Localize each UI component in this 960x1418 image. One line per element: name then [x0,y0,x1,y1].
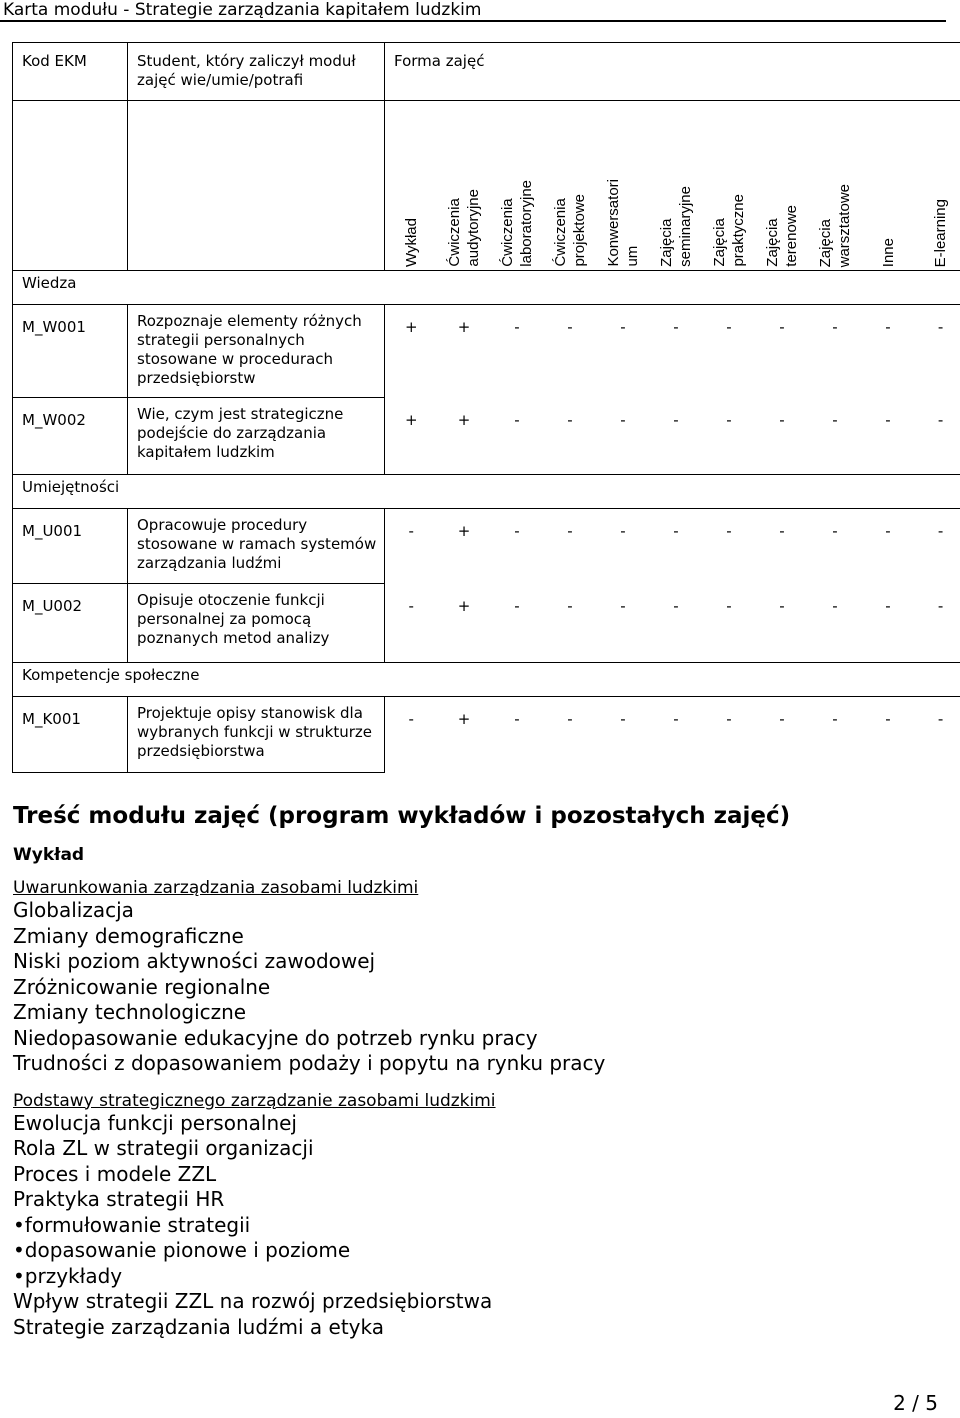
topic-item: Rola ZL w strategii organizacji [13,1136,314,1160]
form-mark: + [457,410,471,429]
topic-item: Zróżnicowanie regionalne [13,974,271,999]
form-mark: - [937,410,944,429]
form-mark: + [404,318,418,336]
form-mark: - [567,318,573,336]
header-kod-ekm: Kod EKM [13,43,128,101]
form-header [544,101,597,271]
form-header [650,101,703,271]
form-mark: + [457,596,471,615]
form-mark: - [832,596,838,615]
content-subheading: Wykład [13,845,85,865]
form-mark: - [726,318,732,336]
topic-item: •formułowanie strategii [13,1212,251,1237]
form-header-label: Zajęcia praktyczne [711,194,747,267]
form-mark: + [457,710,471,728]
form-mark: - [567,596,573,615]
page-number: 2 / 5 [893,1391,938,1415]
topic-item: Trudności z dopasowaniem podaży i popytu na rynku pracy [13,1051,606,1075]
form-header-label: Zajęcia seminaryjne [658,186,694,267]
form-mark: - [885,410,891,429]
form-header-label: E-learning [932,198,950,267]
form-mark: - [726,596,732,615]
title-divider [0,20,946,22]
form-mark: - [885,522,891,540]
form-mark: - [937,522,944,540]
form-mark: - [620,710,626,728]
header-spacer [13,101,128,271]
table-row [13,584,960,663]
ekm-description: Projektuje opisy stanowisk dla wybranych funkcji w strukturze przedsiębiorstwa [128,697,385,773]
table-row [13,305,960,398]
form-header [438,101,491,271]
form-mark: - [514,710,520,728]
form-mark: - [832,522,838,540]
ekm-code: M_W001 [13,305,128,398]
form-mark: + [457,522,471,540]
topic-item: •przykłady [13,1263,123,1288]
form-mark: - [408,522,414,540]
topic-item: Strategie zarządzania ludźmi a etyka [13,1314,385,1339]
form-mark: - [620,410,626,429]
section-label: Kompetencje społeczne [13,663,960,697]
form-mark: - [620,522,626,540]
section-label: Umiejętności [13,475,960,509]
form-mark: - [673,596,679,615]
form-mark: - [779,318,785,336]
document-title: Karta modułu - Strategie zarządzania kapitałem ludzkim [3,0,482,20]
topic-item: Ewolucja funkcji personalnej [13,1110,297,1135]
form-mark: - [832,410,838,429]
form-mark: - [514,410,520,429]
form-mark: - [726,522,732,540]
form-header-label: Ćwiczenia projektowe [552,194,588,267]
ekm-description: Wie, czym jest strategiczne podejście do zarządzania kapitałem ludzkim [128,398,385,475]
topic-title: Podstawy strategicznego zarządzanie zasobami ludzkimi [13,1090,496,1111]
ekm-table [12,42,960,773]
content-heading: Treść modułu zajęć (program wykładów i pozostałych zajęć) [13,803,791,829]
form-header-label: Konwersatori um [605,179,641,267]
form-mark: - [779,596,785,615]
form-mark: - [567,410,573,429]
form-header-label: Ćwiczenia laboratoryjne [499,180,535,267]
form-mark: - [620,596,626,615]
form-mark: - [832,710,838,728]
form-header-label: Ćwiczenia audytoryjne [446,189,482,267]
form-mark: - [673,318,679,336]
table-row [13,509,960,584]
form-mark: - [673,522,679,540]
ekm-description: Opisuje otoczenie funkcji personalnej za pomocą poznanych metod analizy [128,584,385,663]
topic-item: •dopasowanie pionowe i poziome [13,1238,351,1262]
ekm-description: Opracowuje procedury stosowane w ramach systemów zarządzania ludźmi [128,509,385,584]
ekm-code: M_W002 [13,398,128,475]
table-row [13,697,960,773]
topic-item: Praktyka strategii HR [13,1187,225,1211]
form-header [809,101,862,271]
form-header-label: Zajęcia terenowe [764,205,800,267]
form-mark: - [937,710,944,728]
topic-item: Globalizacja [13,898,134,922]
form-mark: + [404,410,418,429]
header-student: Student, który zaliczył moduł zajęć wie/umie/potrafi [128,43,385,101]
topic-item: Niski poziom aktywności zawodowej [13,949,376,973]
form-mark: - [673,710,679,728]
form-mark: - [885,710,891,728]
form-mark: - [885,318,891,336]
topic-item: Zmiany demograficzne [13,923,244,948]
form-mark: - [514,318,520,336]
form-mark: - [937,596,944,615]
table-row [13,398,960,475]
form-header [915,101,960,271]
form-mark: - [779,410,785,429]
form-mark: - [514,596,520,615]
form-mark: - [726,710,732,728]
topic-item: Zmiany technologiczne [13,1000,247,1024]
header-spacer [128,101,385,271]
form-mark: - [779,522,785,540]
form-header [862,101,915,271]
form-mark: - [726,410,732,429]
form-mark: - [567,522,573,540]
ekm-code: M_U001 [13,509,128,584]
form-header [703,101,756,271]
form-mark: - [885,596,891,615]
topic-item: Niedopasowanie edukacyjne do potrzeb rynku pracy [13,1025,538,1050]
form-header [385,101,438,271]
form-mark: - [779,710,785,728]
form-mark: + [457,318,471,336]
ekm-description: Rozpoznaje elementy różnych strategii personalnych stosowane w procedurach przedsiębiorstw [128,305,385,398]
form-mark: - [673,410,679,429]
form-mark: - [408,710,414,728]
ekm-code: M_K001 [13,697,128,773]
section-label: Wiedza [13,271,960,305]
form-header-label: Inne [879,237,897,267]
form-mark: - [937,318,944,336]
form-header-label: Wykład [402,217,420,267]
module-content [13,800,950,1340]
form-mark: - [620,318,626,336]
form-header [756,101,809,271]
topic-title: Uwarunkowania zarządzania zasobami ludzkimi [13,878,419,898]
topic-item: Proces i modele ZZL [13,1161,217,1186]
form-header [597,101,650,271]
form-mark: - [567,710,573,728]
form-header-label: Zajęcia warsztatowe [817,183,853,267]
form-mark: - [514,522,520,540]
ekm-code: M_U002 [13,584,128,663]
header-forma-zajec: Forma zajęć [385,43,960,101]
form-mark: - [832,318,838,336]
topic-item: Wpływ strategii ZZL na rozwój przedsiębiorstwa [13,1289,493,1313]
form-mark: - [408,596,414,615]
form-header [491,101,544,271]
